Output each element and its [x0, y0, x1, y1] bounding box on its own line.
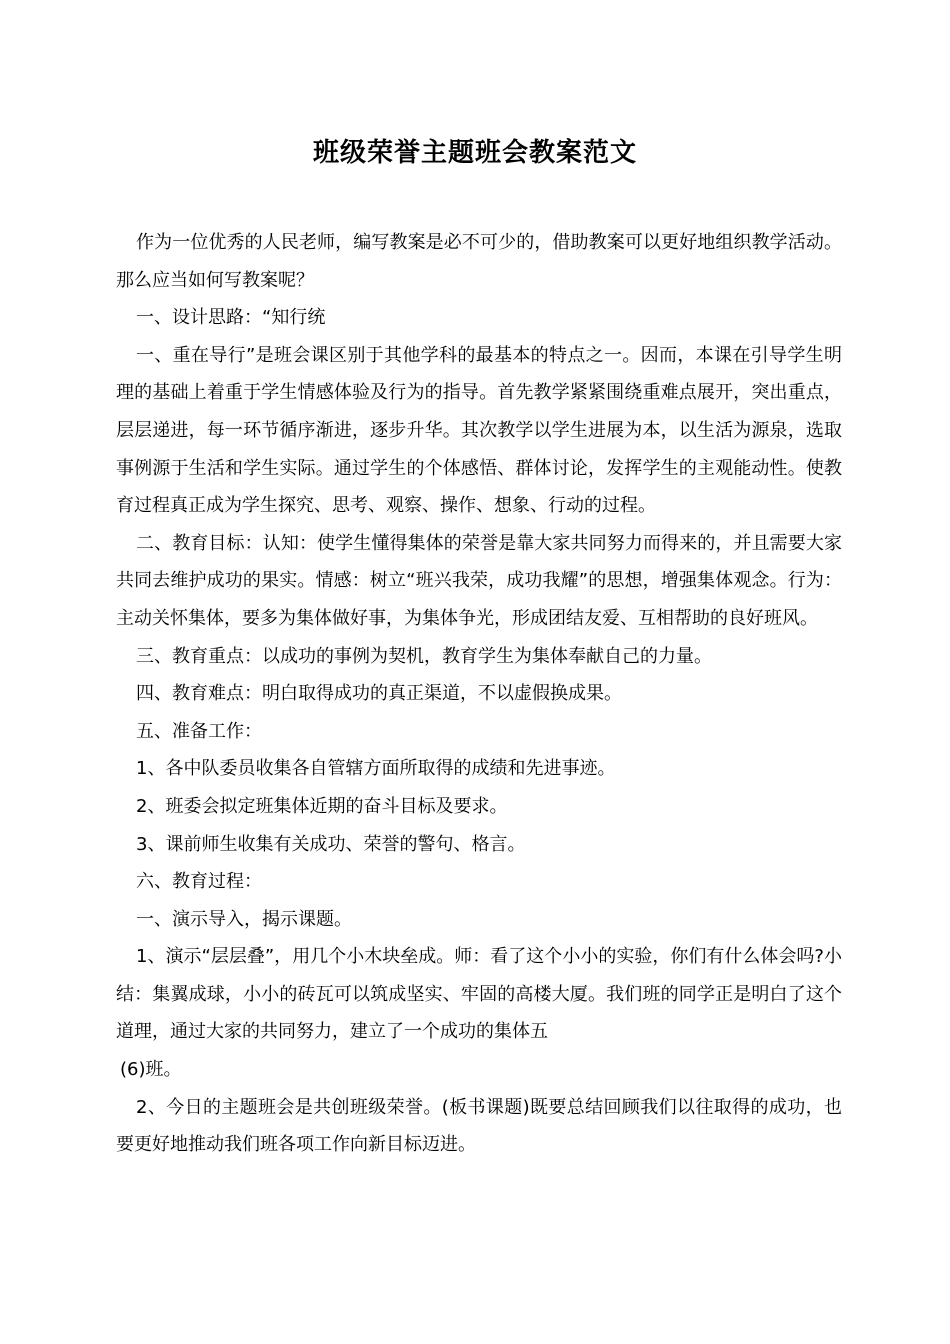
paragraph-intro: 作为一位优秀的人民老师，编写教案是必不可少的，借助教案可以更好地组织教学活动。那么应当如何写教案呢？	[116, 232, 842, 291]
paragraph-process-step-1: 一、演示导入，揭示课题。	[136, 908, 352, 930]
paragraph-preparation-3: 3、课前师生收集有关成功、荣誉的警句、格言。	[136, 833, 526, 855]
document-title: 班级荣誉主题班会教案范文	[312, 138, 637, 168]
paragraph-preparation-2: 2、班委会拟定班集体近期的奋斗目标及要求。	[136, 795, 508, 817]
paragraph-preparation-heading: 五、准备工作：	[136, 720, 262, 742]
paragraph-class-number: (6)班。	[120, 1059, 182, 1081]
paragraph-preparation-1: 1、各中队委员收集各自管辖方面所取得的成绩和先进事迹。	[136, 758, 616, 780]
paragraph-key-point: 三、教育重点：以成功的事例为契机，教育学生为集体奉献自己的力量。	[136, 645, 712, 667]
paragraph-process-demo: 1、演示“层层叠”，用几个小木块垒成。师：看了这个小小的实验，你们有什么体会吗?小结：集翼成球，小小的砖瓦可以筑成坚实、牢固的高楼大厦。我们班的同学正是明白了这个道理，通过大家的共同努力，建立了一个成功的集体五	[116, 946, 842, 1043]
paragraph-difficulty: 四、教育难点：明白取得成功的真正渠道，不以虚假换成果。	[136, 683, 622, 705]
document-body	[116, 224, 842, 1164]
paragraph-process-theme: 2、今日的主题班会是共创班级荣誉。(板书课题)既要总结回顾我们以往取得的成功，也要更好地推动我们班各项工作向新目标迈进。	[116, 1096, 842, 1156]
paragraph-design-body: 一、重在导行”是班会课区别于其他学科的最基本的特点之一。因而，本课在引导学生明理的基础上着重于学生情感体验及行为的指导。首先教学紧紧围绕重难点展开，突出重点，层层递进，每一环节循序渐进，逐步升华。其次教学以学生进展为本，以生活为源泉，选取事例源于生活和学生实际。通过学生的个体感悟、群体讨论，发挥学生的主观能动性。使教育过程真正成为学生探究、思考、观察、操作、想象、行动的过程。	[116, 344, 842, 517]
paragraph-process-heading: 六、教育过程：	[136, 871, 262, 893]
paragraph-goals: 二、教育目标：认知：使学生懂得集体的荣誉是靠大家共同努力而得来的，并且需要大家共同去维护成功的果实。情感：树立“班兴我荣，成功我耀”的思想，增强集体观念。行为：主动关怀集体，要多为集体做好事，为集体争光，形成团结友爱、互相帮助的良好班风。	[116, 532, 842, 629]
paragraph-design-heading: 一、设计思路：“知行统	[136, 307, 326, 329]
